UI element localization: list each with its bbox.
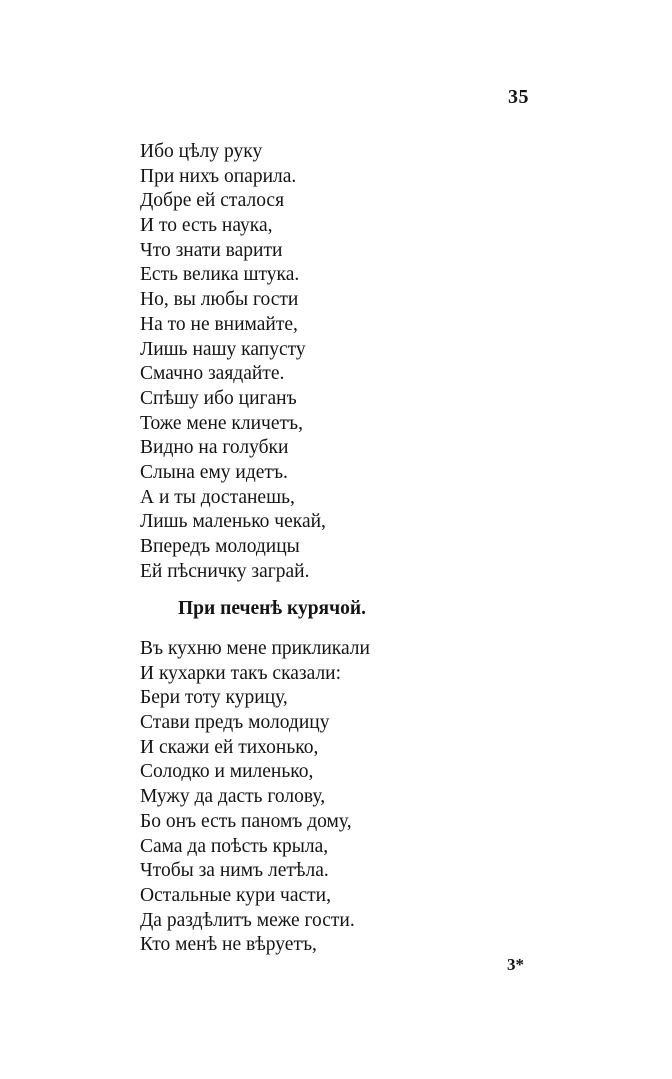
verse-line: Слына ему идетъ. — [140, 461, 288, 483]
verse-line: Видно на голубки — [140, 437, 289, 459]
verse-line: Чтобы за нимъ летѣла. — [140, 860, 329, 882]
signature-mark: 3* — [507, 955, 524, 974]
verse-line: Солодко и миленько, — [140, 761, 314, 783]
verse-line: Впередъ молодицы — [140, 536, 300, 557]
verse-line: Сама да поѣсть крыла, — [140, 835, 329, 857]
verse-line: Спѣшу ибо циганъ — [140, 387, 297, 409]
poem-stanza-2 — [140, 637, 370, 958]
verse-line: Бери тоту курицу, — [140, 687, 288, 709]
poem-stanza-1 — [140, 140, 326, 584]
verse-line: На то не внимайте, — [140, 313, 298, 335]
verse-line: Кто менѣ не вѣруетъ, — [140, 934, 317, 956]
verse-line: Въ кухню мене прикликали — [140, 638, 370, 659]
verse-line: Тоже мене кличетъ, — [140, 412, 303, 434]
verse-line: Смачно заядайте. — [140, 363, 285, 385]
section-title: При печенѣ курячой. — [178, 598, 366, 619]
verse-line: Но, вы любы гости — [140, 289, 299, 311]
verse-line: Ей пѣсничку заграй. — [140, 560, 310, 582]
verse-line: Бо онъ есть паномъ дому, — [140, 810, 352, 832]
verse-line: И скажи ей тихонько, — [140, 736, 319, 758]
verse-line: Стави предъ молодицу — [140, 712, 330, 734]
verse-line: И кухарки такъ сказали: — [140, 662, 342, 684]
verse-line: При нихъ опарила. — [140, 165, 297, 187]
verse-line: Добре ей сталося — [140, 190, 285, 212]
verse-line: Лишь нашу капусту — [140, 338, 306, 360]
verse-line: Да раздѣлитъ меже гости. — [140, 909, 355, 931]
verse-line: А и ты достанешь, — [140, 486, 295, 508]
verse-line: Мужу да дасть голову, — [140, 786, 326, 808]
verse-line: Остальные кури части, — [140, 884, 331, 906]
verse-line: Есть велика штука. — [140, 264, 300, 286]
verse-line: Что знати варити — [140, 239, 283, 261]
verse-line: И то есть наука, — [140, 215, 273, 237]
verse-line: Ибо цѣлу руку — [140, 141, 263, 162]
page-number: 35 — [508, 86, 529, 108]
verse-line: Лишь маленько чекай, — [140, 511, 326, 533]
